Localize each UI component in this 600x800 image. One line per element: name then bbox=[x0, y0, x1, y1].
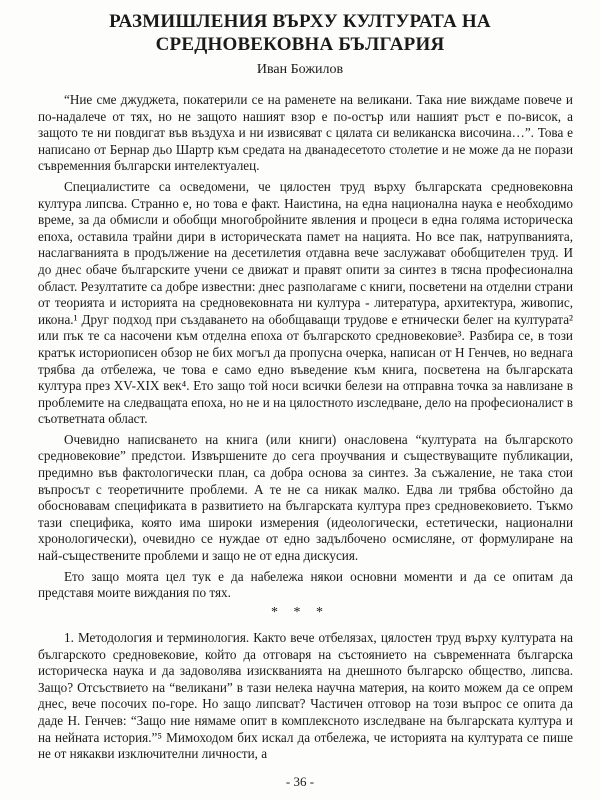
paragraph-quote: “Ние сме джуджета, покатерили се на раменете на великани. Така ние виждаме повече и по-надалече от тях, но не защото нашият взор е по-остър или нашият ръст е по-висок, а защото те ни повдигат във въздуха и ни извисяват с цялата си великанска височина…”. Това е написано от Бернар дьо Шартр към средата на дванадесетото столетие и не може да не порази съвременния български интелектуалец. bbox=[38, 92, 573, 174]
page-title bbox=[40, 10, 560, 56]
page-number: - 36 - bbox=[285, 774, 315, 789]
author-name: Иван Божилов bbox=[256, 62, 344, 77]
paragraph-obviously: Очевидно написването на книга (или книги) онасловена “културата на българското средновековие” предстои. Извършените до сега проучвания и съществуващите публикации, предимно във фактологически план, са добра основа за синтез. За съжаление, не така стои въпросът с теоретичните проблеми. А те не са никак малко. Едва ли трябва обстойно да обосновавам спецификата в развитието на българската култура през средновековието. Тъкмо тази специфика, която има широки измерения (идеологически, естетически, национални хронологически), очевидно се нуждае от едно задълбочено осмисляне, от формулиране на най-съществените проблеми и защо не от една дискусия. bbox=[38, 431, 573, 564]
title-line-2: СРЕДНОВЕКОВНА БЪЛГАРИЯ bbox=[155, 34, 445, 55]
section-separator: * * * bbox=[271, 605, 329, 620]
section-text bbox=[38, 630, 573, 767]
paragraph-specialists: Специалистите са осведомени, че цялостен труд върху българската средновековна култура липсва. Странно е, но това е факт. Наистина, на една национална наука е необходимо време, за да обмисли и обобщи многобройните явления и процеси в една голяма историческа епоха, оставила трайни дири в историческата памет на нацията. Но все пак, натрупванията, наслагванията в продължение на десетилетия отдавна вече заслужават обобщителен труд. И до днес обаче българските учени се движат и правят опити за синтез в тясна професионална област. Резултатите са добре известни: днес разполагаме с книги, посветени на отделни страни от теорията и историята на средновековната ни култура - литература, архитектура, живопис, икона.¹ Друг подход при създаването на обобщаващи трудове е етнически белег на културата² или пък те са насочени към отделна епоха от българското средновековие³. Разбира се, в този кратък историописен обзор не бих могъл да пропусна очерка, написан от Н Генчев, но веднага трябва да отбележа, че това е само едно въведение към книга, посветена на българската култура през XV-XIX век⁴. Ето защо той носи всички белези на отправна точка за навлизане в проблемите на следващата епоха, но не и на цялостното изследване, дело на професионалист в съответната област. bbox=[38, 178, 573, 427]
paragraph-methodology: 1. Методология и терминология. Както вече отбелязах, цялостен труд върху културата на българското средновековие, който да отговаря на състоянието на съвременната българска историческа наука и да задоволява изискванията на днешното българско общество, липсва. Защо? Отсъствието на “великани” в тази нелека научна материя, на които можем да се опрем днес, вече посочих по-горе. Но защо липсват? Частичен отговор на този въпрос се опита да даде Н. Генчев: “Защо ние нямаме опит в комплексното изследване на българската култура и на нейната история.”⁵ Мимоходом бих искал да отбележа, че историята на културата се пише не от някакви изключителни личности, а bbox=[38, 630, 573, 762]
paragraph-purpose: Ето защо моята цел тук е да набележа някои основни моменти и да се опитам да представя моите виждания по тях. bbox=[38, 568, 573, 601]
body-text bbox=[38, 92, 573, 606]
title-line-1: РАЗМИШЛЕНИЯ ВЪРХУ КУЛТУРАТА НА bbox=[109, 11, 491, 32]
